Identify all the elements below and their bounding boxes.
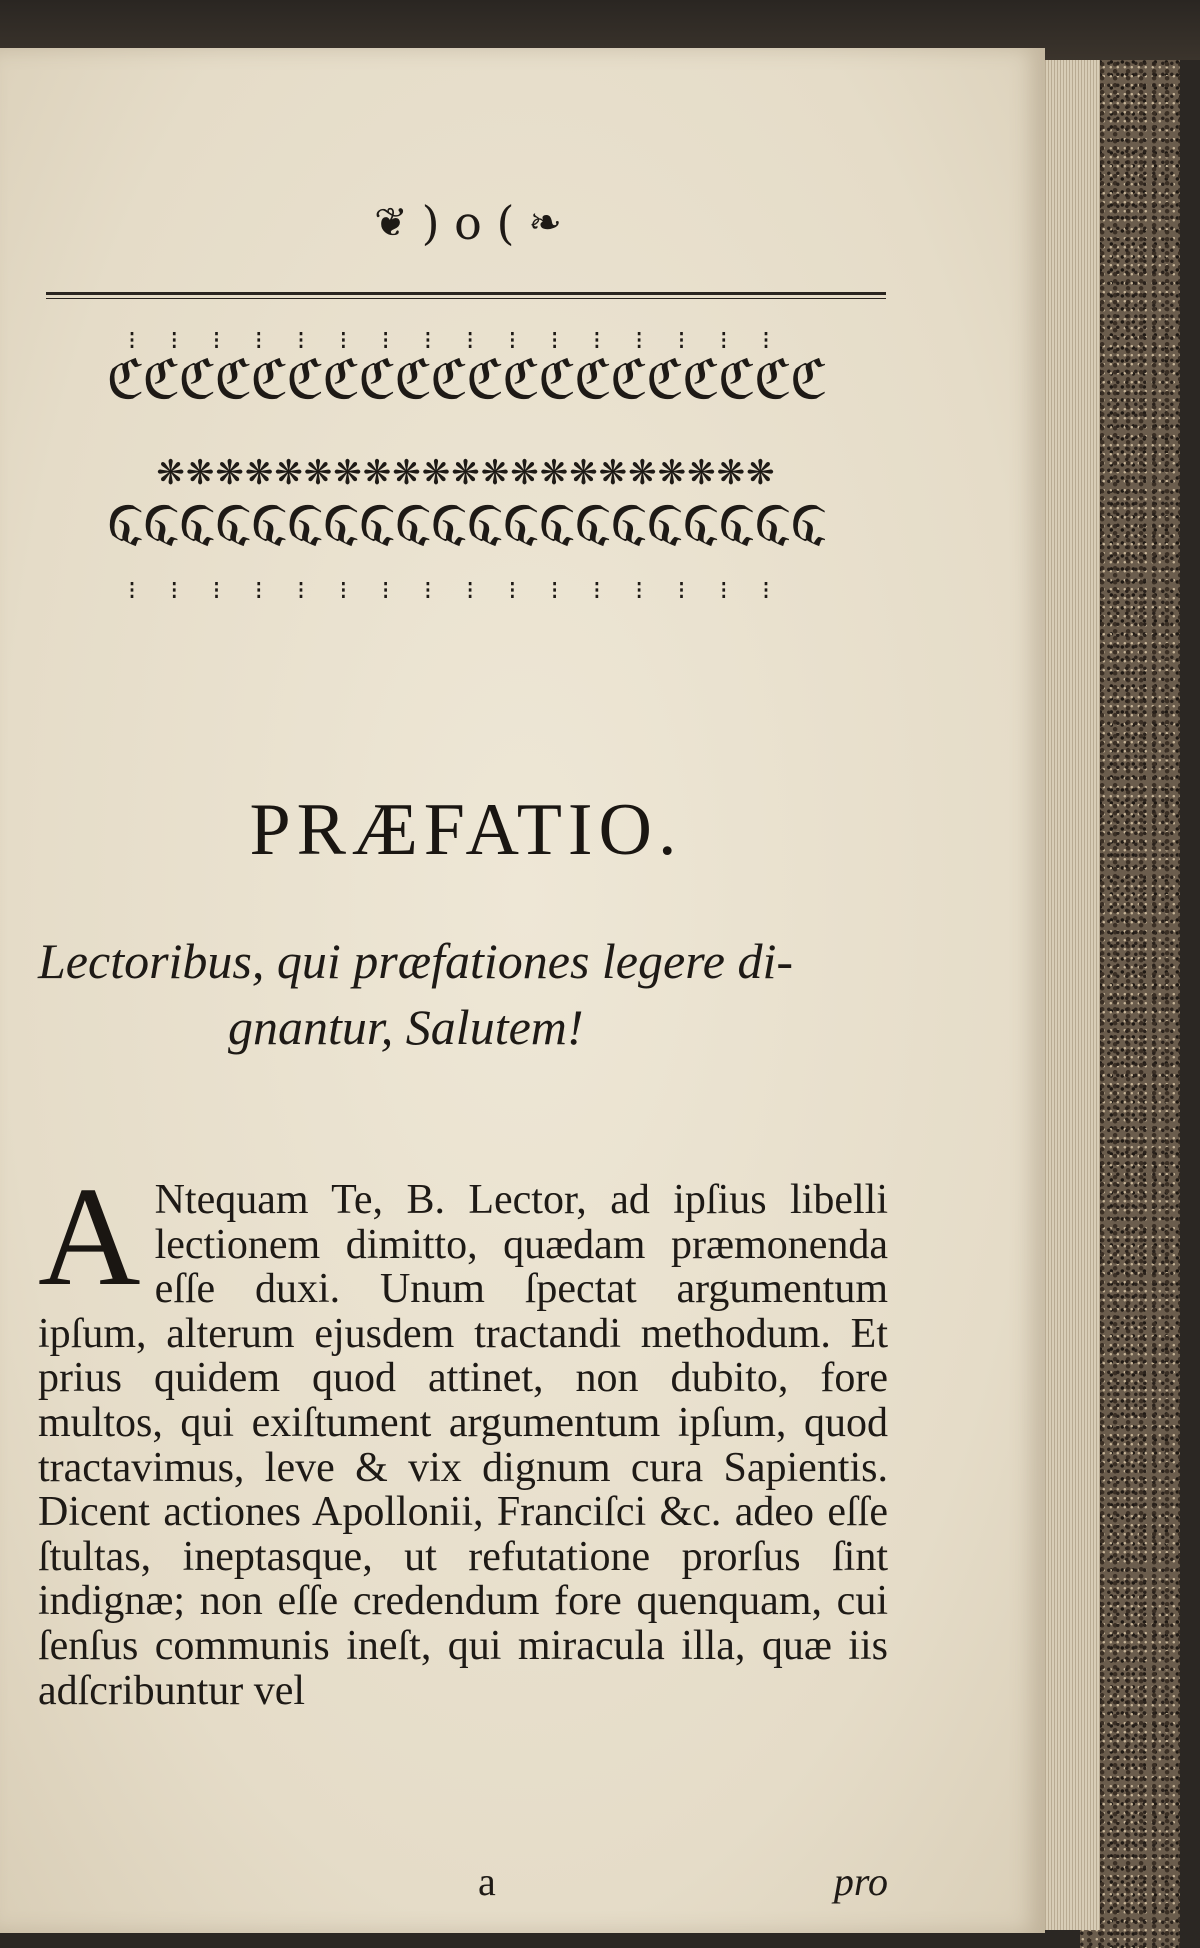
ornament-scroll-row-top: ℭℭℭℭℭℭℭℭℭℭℭℭℭℭℭℭℭℭℭℭ <box>106 348 826 411</box>
head-rule-thin <box>46 298 886 299</box>
catchword: pro <box>833 1859 888 1904</box>
fleuron-left-icon: ❦ <box>374 200 408 246</box>
dedication <box>38 928 894 1060</box>
running-head <box>288 188 648 258</box>
book-page <box>0 48 1045 1933</box>
ornament-flower-row: ❋❋❋❋❋❋❋❋❋❋❋❋❋❋❋❋❋❋❋❋❋ <box>156 453 776 493</box>
page-title: PRÆFATIO. <box>249 789 683 871</box>
signature-mark: a <box>478 1859 496 1904</box>
body-text <box>38 1157 888 1714</box>
page-stack-edge <box>1040 60 1100 1930</box>
ornament-scroll-row-bottom: ℭℭℭℭℭℭℭℭℭℭℭℭℭℭℭℭℭℭℭℭ <box>106 493 826 556</box>
head-rule <box>46 292 886 295</box>
dedication-line-1: Lectoribus, qui præfationes legere di- <box>38 933 794 989</box>
running-head-text: ) o ( <box>421 196 515 250</box>
fleuron-right-icon: ❧ <box>528 200 562 246</box>
drop-cap: A <box>38 1157 141 1315</box>
page-footer <box>38 1858 888 1908</box>
dedication-line-2: gnantur, Salutem! <box>228 999 584 1055</box>
body-paragraph: Ntequam Te, B. Lector, ad ipſius libelli lectionem dimitto, quædam præmonenda eſſe duxi. Unum ſpectat argumentum ipſum, alterum ejusdem tractandi methodum. Et prius quidem quod attinet, non dubito, fore multos, qui exiſtument argumentum ipſum, quod tractavimus, leve & vix dignum cura Sapientis. Dicent actiones Apollonii, Franciſci &c. adeo eſſe ſtultas, ineptasque, ut refutatione prorſus ſint indignæ; non eſſe credendum fore quenquam, cui ſenſus communis ineſt, qui miracula illa, quæ iis adſcribuntur vel <box>38 1177 888 1714</box>
ornament-dots-top: ⁝⁝⁝⁝⁝⁝⁝⁝⁝⁝⁝⁝⁝⁝⁝⁝ <box>127 326 805 356</box>
ornament-dots-bottom: ⁝⁝⁝⁝⁝⁝⁝⁝⁝⁝⁝⁝⁝⁝⁝⁝ <box>127 576 805 606</box>
